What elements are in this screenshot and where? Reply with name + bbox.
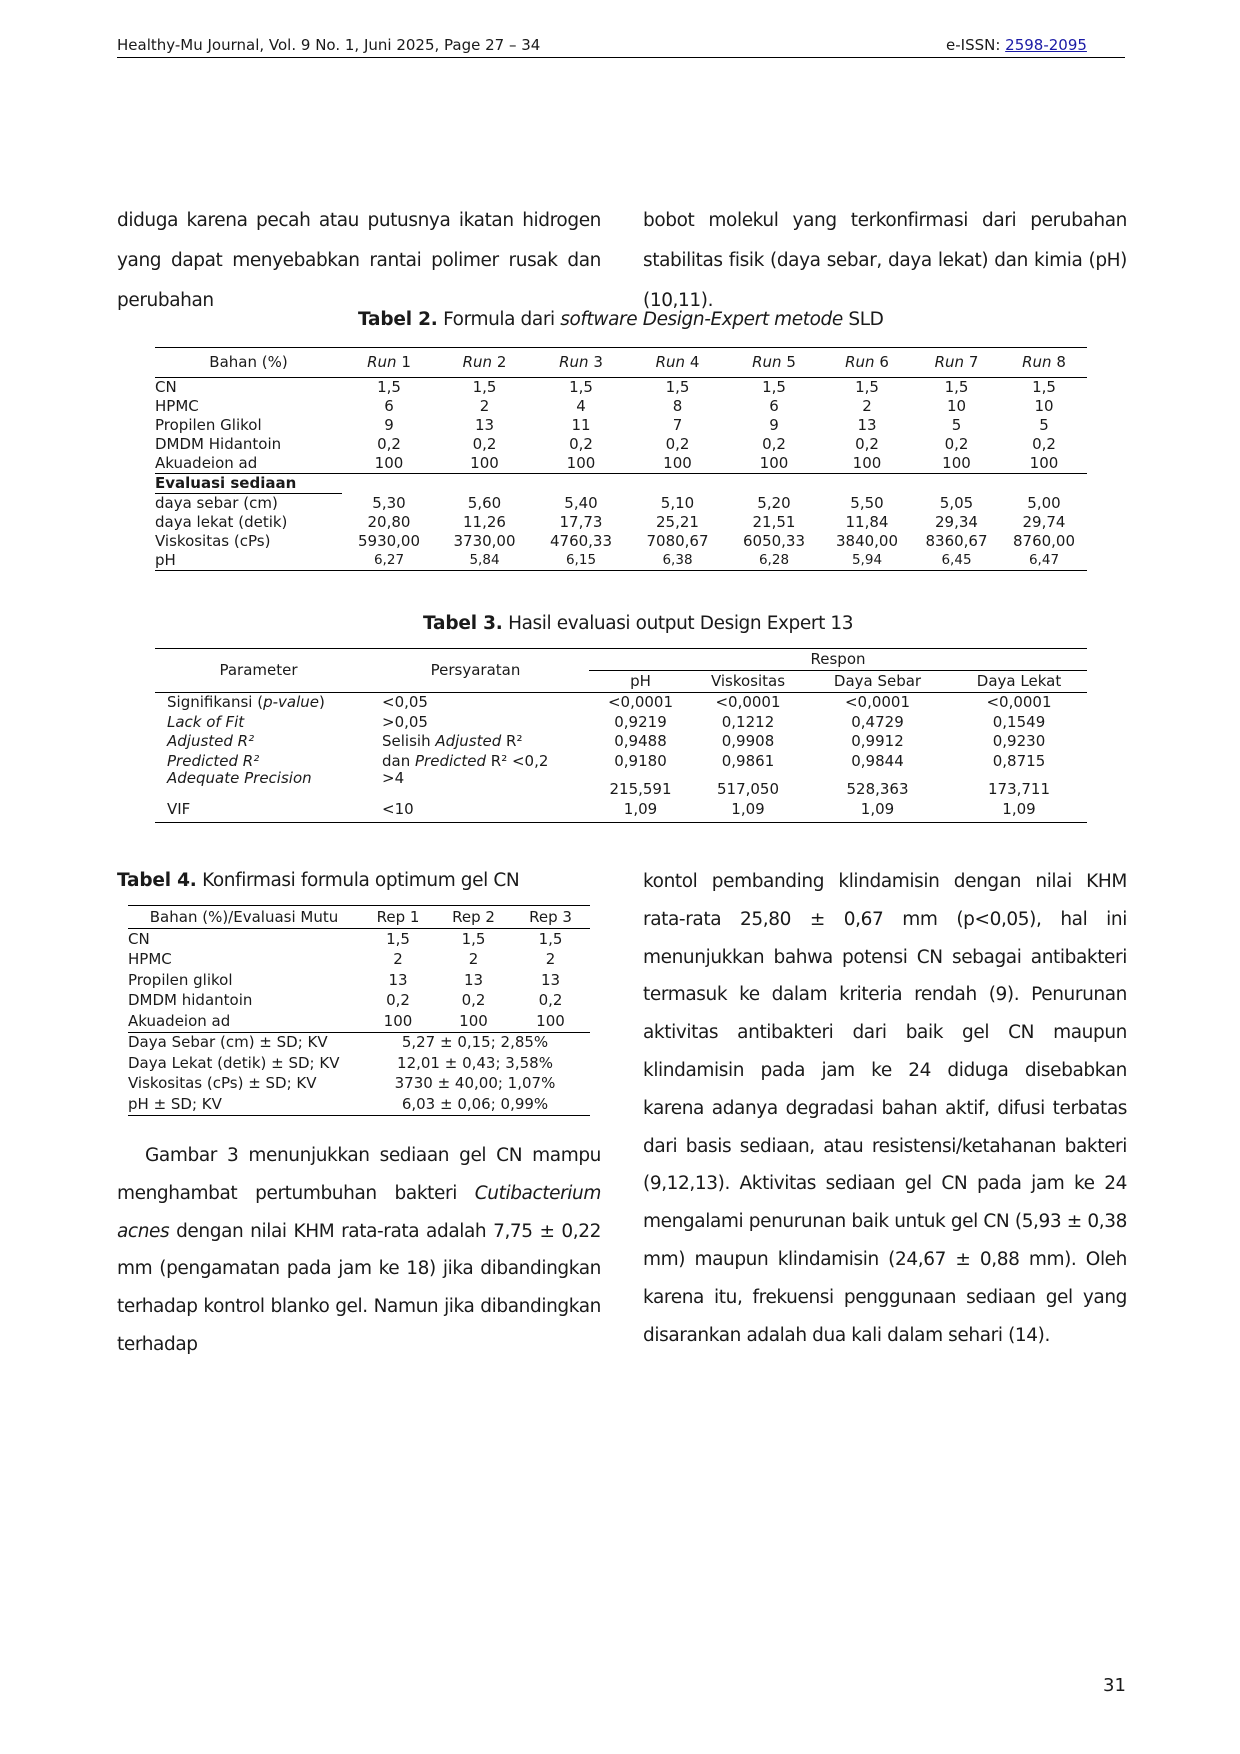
cell: 10 bbox=[1034, 397, 1054, 415]
cell: 1,09 bbox=[804, 797, 951, 822]
requirement: <10 bbox=[362, 797, 589, 822]
cell: 1,5 bbox=[855, 378, 879, 396]
table-row bbox=[155, 732, 1087, 752]
table2-header-row bbox=[155, 348, 1087, 378]
cell: 9 bbox=[769, 416, 779, 434]
table-row bbox=[155, 713, 1087, 733]
cell: 1,5 bbox=[538, 929, 563, 948]
run-num: 6 bbox=[879, 353, 889, 371]
table2-header-run bbox=[822, 348, 912, 378]
run-word: Run bbox=[462, 353, 493, 371]
cell: 5,05 bbox=[939, 493, 974, 512]
cell: 5,50 bbox=[850, 493, 884, 512]
table-row bbox=[155, 532, 1087, 551]
row-label: Daya Lekat (detik) ± SD; KV bbox=[128, 1053, 340, 1072]
cell: 1,5 bbox=[569, 378, 593, 396]
cell: 5 bbox=[951, 416, 962, 434]
run-num: 2 bbox=[496, 353, 507, 371]
table3-header-respon: Respon bbox=[589, 649, 1087, 671]
cell: 1,09 bbox=[692, 797, 804, 822]
cell: 100 bbox=[822, 454, 912, 474]
cell: 1,5 bbox=[944, 378, 969, 396]
table4-label: Tabel 4. bbox=[117, 870, 197, 891]
cell: 29,74 bbox=[1022, 513, 1066, 531]
table-row bbox=[155, 771, 1087, 797]
issn bbox=[946, 36, 1087, 54]
cell: 0,1549 bbox=[992, 712, 1046, 731]
row-label: daya lekat (detik) bbox=[155, 513, 288, 531]
table-row bbox=[128, 1074, 590, 1095]
table2-header-bahan: Bahan (%) bbox=[155, 348, 342, 378]
cell: 100 bbox=[629, 454, 726, 474]
cell: 25,21 bbox=[656, 513, 699, 531]
cell: 2 bbox=[545, 950, 556, 969]
cell: 100 bbox=[726, 454, 822, 474]
cell: 6,28 bbox=[726, 551, 822, 571]
cell: 1,09 bbox=[951, 797, 1087, 822]
cell: 29,34 bbox=[935, 513, 978, 531]
cell: 21,51 bbox=[752, 513, 796, 531]
table3-caption bbox=[423, 613, 853, 634]
cell: 0,9180 bbox=[614, 751, 667, 770]
table2-label: Tabel 2. bbox=[358, 309, 438, 330]
cell: 8760,00 bbox=[1012, 532, 1076, 550]
row-label: VIF bbox=[155, 797, 362, 822]
row-label: Propilen Glikol bbox=[155, 416, 262, 434]
table2-header-run bbox=[342, 348, 436, 378]
text-top-left: diduga karena pecah atau putusnya ikatan hidrogen yang dapat menyebabkan rantai polimer rusak dan perubahan bbox=[117, 210, 601, 311]
label-part: Signifikansi ( bbox=[167, 693, 264, 712]
row-label: Lack of Fit bbox=[167, 712, 245, 731]
cell: 5,30 bbox=[372, 493, 406, 512]
table2-eval-header-row bbox=[155, 474, 1087, 494]
row-label: CN bbox=[128, 929, 150, 948]
table-row bbox=[128, 991, 590, 1012]
table2-eval-label: Evaluasi sediaan bbox=[155, 474, 342, 494]
cell: 7 bbox=[672, 416, 683, 434]
table4 bbox=[128, 905, 590, 1116]
table4-header-rep: Rep 3 bbox=[511, 906, 590, 929]
table2-header-run bbox=[533, 348, 629, 378]
cell: 6 bbox=[384, 397, 394, 415]
table-row bbox=[155, 416, 1087, 435]
requirement: <0,05 bbox=[382, 693, 428, 712]
run-word: Run bbox=[845, 353, 875, 371]
cell: 5,94 bbox=[822, 551, 912, 571]
cell: 5 bbox=[1039, 416, 1049, 434]
table-row bbox=[128, 1032, 590, 1053]
text-part: dengan nilai KHM rata-rata adalah 7,75 ± 0,22 mm (pengamatan pada jam ke 18) jika dibandingkan terhadap kontrol blanko gel. Namun jika dibandingkan terhadap bbox=[117, 1220, 601, 1355]
requirement: >4 bbox=[382, 769, 405, 787]
cell: 6,38 bbox=[629, 551, 726, 571]
cell: 0,9230 bbox=[992, 732, 1046, 751]
table2-caption-text: Formula dari bbox=[437, 309, 561, 330]
run-word: Run bbox=[367, 353, 397, 371]
table-row bbox=[155, 551, 1087, 571]
table-row bbox=[128, 950, 590, 971]
cell: 9 bbox=[384, 416, 394, 434]
row-label: Viskositas (cPs) ± SD; KV bbox=[128, 1074, 317, 1093]
paragraph-bottom-left bbox=[117, 1137, 601, 1364]
cell: 2 bbox=[479, 397, 490, 415]
text-top-right: bobot molekul yang terkonfirmasi dari perubahan stabilitas fisik (daya sebar, daya lekat) dan kimia (pH) (10,11). bbox=[643, 210, 1127, 311]
cell: 0,2 bbox=[569, 435, 593, 453]
cell: 20,80 bbox=[367, 513, 411, 531]
cell: 13 bbox=[474, 416, 495, 434]
run-word: Run bbox=[559, 353, 589, 371]
cell: 0,9219 bbox=[614, 712, 667, 731]
req-part: R² <0,2 bbox=[486, 751, 549, 770]
req-part: R² bbox=[501, 732, 523, 751]
cell: 0,4729 bbox=[851, 712, 904, 731]
cell: 13 bbox=[388, 970, 408, 989]
cell: 528,363 bbox=[846, 780, 909, 798]
cell: 1,5 bbox=[386, 929, 410, 948]
cell: 5930,00 bbox=[357, 532, 421, 550]
row-label: pH bbox=[155, 551, 342, 571]
row-label: HPMC bbox=[128, 950, 172, 969]
table-row bbox=[128, 929, 590, 950]
species-name: Cutibacterium acnes bbox=[117, 1182, 601, 1242]
run-num: 5 bbox=[786, 353, 796, 371]
table3-col-header: Daya Lekat bbox=[951, 671, 1087, 693]
cell: 5,10 bbox=[660, 493, 695, 512]
cell: 6,47 bbox=[1001, 551, 1087, 571]
row-label: CN bbox=[155, 378, 177, 396]
issn-link[interactable]: 2598-2095 bbox=[1005, 36, 1087, 54]
table2 bbox=[155, 347, 1087, 571]
cell: 0,9844 bbox=[851, 751, 904, 770]
cell: <0,0001 bbox=[607, 693, 674, 712]
cell: 6 bbox=[769, 397, 779, 415]
cell: 0,1212 bbox=[721, 712, 775, 731]
row-label: Akuadeion ad bbox=[155, 454, 342, 474]
issn-label: e-ISSN: bbox=[946, 36, 1006, 54]
run-num: 8 bbox=[1056, 353, 1066, 371]
row-label: Adjusted R² bbox=[167, 732, 255, 751]
run-word: Run bbox=[934, 353, 965, 371]
label-em: p-value bbox=[263, 693, 319, 712]
cell: 5,60 bbox=[467, 493, 502, 512]
table-row bbox=[155, 435, 1087, 454]
cell: 8360,67 bbox=[925, 532, 988, 550]
table2-caption bbox=[358, 309, 883, 330]
table-row bbox=[128, 1011, 590, 1032]
cell: 6,15 bbox=[533, 551, 629, 571]
journal-header: Healthy-Mu Journal, Vol. 9 No. 1, Juni 2025, Page 27 – 34 bbox=[117, 36, 541, 54]
row-label: daya sebar (cm) bbox=[155, 494, 278, 512]
row-label: Viskositas (cPs) bbox=[155, 532, 271, 550]
cell: 5,40 bbox=[564, 493, 598, 512]
cell: 0,2 bbox=[538, 991, 563, 1010]
cell: 0,2 bbox=[855, 435, 879, 453]
cell: 0,9488 bbox=[614, 732, 667, 751]
cell: 173,711 bbox=[987, 780, 1051, 798]
text-part: Gambar 3 menunjukkan sediaan gel CN mampu menghambat pertumbuhan bakteri bbox=[117, 1145, 601, 1204]
cell: 13 bbox=[540, 970, 561, 989]
cell: 1,09 bbox=[589, 797, 692, 822]
run-num: 7 bbox=[968, 353, 979, 371]
table4-header-rep: Rep 2 bbox=[436, 906, 511, 929]
run-word: Run bbox=[1022, 353, 1052, 371]
cell: 1,5 bbox=[762, 378, 786, 396]
cell: 2 bbox=[862, 397, 872, 415]
cell: 5,00 bbox=[1027, 493, 1061, 512]
cell: 215,591 bbox=[609, 780, 672, 798]
cell: 7080,67 bbox=[646, 532, 709, 550]
cell: 13 bbox=[463, 970, 484, 989]
table-row bbox=[155, 397, 1087, 416]
cell: 1,5 bbox=[472, 378, 497, 396]
cell: 0,2 bbox=[944, 435, 969, 453]
label-part: ) bbox=[318, 693, 325, 712]
paragraph-right-column bbox=[643, 863, 1127, 1354]
cell: 6,03 ± 0,06; 0,99% bbox=[360, 1094, 590, 1115]
cell: 11,26 bbox=[463, 513, 506, 531]
run-num: 3 bbox=[593, 353, 603, 371]
table3-header-parameter: Parameter bbox=[155, 649, 362, 693]
table-row bbox=[155, 693, 1087, 713]
cell: 8 bbox=[672, 397, 683, 415]
table3-caption-text: Hasil evaluasi output Design Expert 13 bbox=[502, 613, 854, 634]
cell: 100 bbox=[342, 454, 436, 474]
cell: 517,050 bbox=[716, 780, 780, 798]
requirement bbox=[362, 732, 589, 752]
text-bottom-left bbox=[117, 1137, 601, 1364]
row-label: Daya Sebar (cm) ± SD; KV bbox=[128, 1033, 328, 1052]
cell: 100 bbox=[436, 1011, 511, 1032]
cell: <0,0001 bbox=[986, 693, 1052, 712]
table2-header-run bbox=[726, 348, 822, 378]
table4-caption bbox=[117, 870, 519, 891]
cell: 0,8715 bbox=[992, 751, 1046, 770]
table3 bbox=[155, 648, 1087, 823]
cell: 0,9908 bbox=[721, 732, 775, 751]
cell: 100 bbox=[511, 1011, 590, 1032]
row-label: Akuadeion ad bbox=[128, 1011, 360, 1032]
req-em: Adjusted bbox=[435, 732, 502, 751]
cell: 100 bbox=[1001, 454, 1087, 474]
table2-header-run bbox=[436, 348, 533, 378]
row-label: Adequate Precision bbox=[167, 769, 312, 787]
req-part: dan bbox=[382, 751, 415, 770]
cell: 100 bbox=[912, 454, 1001, 474]
cell: 6,45 bbox=[912, 551, 1001, 571]
table-row bbox=[155, 494, 1087, 514]
table3-header-persyaratan: Persyaratan bbox=[362, 649, 589, 693]
table3-col-header: pH bbox=[589, 671, 692, 693]
cell: 17,73 bbox=[559, 513, 603, 531]
cell: 1,5 bbox=[461, 929, 486, 948]
cell: 11,84 bbox=[845, 513, 889, 531]
empty-cell bbox=[342, 474, 1087, 494]
table2-header-run bbox=[1001, 348, 1087, 378]
cell: 3840,00 bbox=[835, 532, 899, 550]
cell: 0,2 bbox=[386, 991, 410, 1010]
header-rule bbox=[117, 57, 1125, 58]
table-row bbox=[128, 1053, 590, 1074]
cell: 4 bbox=[576, 397, 586, 415]
table3-header-row bbox=[155, 649, 1087, 671]
table-row bbox=[128, 970, 590, 991]
run-num: 1 bbox=[401, 353, 411, 371]
row-label bbox=[155, 693, 362, 713]
cell: 0,2 bbox=[1032, 435, 1056, 453]
paragraph-top-left bbox=[117, 201, 601, 321]
cell: <0,0001 bbox=[715, 693, 781, 712]
cell: 0,2 bbox=[377, 435, 401, 453]
row-label: Predicted R² bbox=[167, 751, 260, 770]
table-row bbox=[155, 378, 1087, 398]
cell: 5,20 bbox=[757, 493, 791, 512]
table4-header-bahan: Bahan (%)/Evaluasi Mutu bbox=[128, 906, 360, 929]
run-num: 4 bbox=[689, 353, 700, 371]
text-right-column: kontol pembanding klindamisin dengan nilai KHM rata-rata 25,80 ± 0,67 mm (p<0,05), hal ini menunjukkan bahwa potensi CN sebagai antibakteri termasuk ke dalam kriteria rendah (9). Penurunan aktivitas antibakteri dari baik gel CN maupun klindamisin pada jam ke 24 diduga disebabkan karena adanya degradasi bahan aktif, difusi terbatas dari basis sediaan, atau resistensi/ketahanan bakteri (9,12,13). Aktivitas sediaan gel CN pada jam ke 24 mengalami penurunan baik untuk gel CN (5,93 ± 0,38 mm) maupun klindamisin (24,67 ± 0,88 mm). Oleh karena itu, frekuensi penggunaan sediaan gel yang disarankan adalah dua kali dalam sehari (14). bbox=[643, 871, 1127, 1346]
table-row bbox=[155, 797, 1087, 822]
cell: 1,5 bbox=[665, 378, 690, 396]
table2-header-run bbox=[912, 348, 1001, 378]
cell: 0,9912 bbox=[851, 732, 904, 751]
cell: 6,27 bbox=[342, 551, 436, 571]
row-label: DMDM hidantoin bbox=[128, 991, 253, 1010]
table3-col-header: Daya Sebar bbox=[804, 671, 951, 693]
cell: 3730 ± 40,00; 1,07% bbox=[394, 1074, 556, 1093]
table2-caption-tail: SLD bbox=[842, 309, 884, 330]
cell: 100 bbox=[533, 454, 629, 474]
cell: 13 bbox=[857, 416, 877, 434]
cell: 12,01 ± 0,43; 3,58% bbox=[397, 1053, 553, 1072]
table4-header-rep: Rep 1 bbox=[360, 906, 436, 929]
cell: 100 bbox=[360, 1011, 436, 1032]
run-word: Run bbox=[752, 353, 782, 371]
page-number: 31 bbox=[1103, 1675, 1126, 1696]
cell: 5,84 bbox=[436, 551, 533, 571]
cell: 2 bbox=[468, 950, 479, 969]
cell: <0,0001 bbox=[844, 693, 911, 712]
table4-header-row bbox=[128, 906, 590, 929]
run-word: Run bbox=[655, 353, 686, 371]
cell: 100 bbox=[436, 454, 533, 474]
row-label: HPMC bbox=[155, 397, 199, 415]
cell: 0,2 bbox=[665, 435, 690, 453]
cell: 0,2 bbox=[461, 991, 486, 1010]
cell: 0,2 bbox=[472, 435, 497, 453]
cell: 1,5 bbox=[377, 378, 401, 396]
cell: 1,5 bbox=[1032, 378, 1056, 396]
table-row bbox=[155, 513, 1087, 532]
table2-header-run bbox=[629, 348, 726, 378]
table4-caption-text: Konfirmasi formula optimum gel CN bbox=[196, 870, 520, 891]
cell: 11 bbox=[571, 416, 591, 434]
table-row bbox=[128, 1094, 590, 1115]
row-label: pH ± SD; KV bbox=[128, 1094, 360, 1115]
req-part: Selisih bbox=[382, 732, 436, 751]
cell: 6050,33 bbox=[742, 532, 806, 550]
paragraph-top-right bbox=[643, 201, 1127, 321]
cell: 4760,33 bbox=[549, 532, 613, 550]
cell: 2 bbox=[393, 950, 403, 969]
cell: 10 bbox=[946, 397, 967, 415]
table3-col-header: Viskositas bbox=[692, 671, 804, 693]
row-label: DMDM Hidantoin bbox=[155, 435, 282, 453]
table-row bbox=[155, 454, 1087, 474]
cell: 0,2 bbox=[762, 435, 786, 453]
requirement: >0,05 bbox=[382, 712, 428, 731]
cell: 0,9861 bbox=[721, 751, 775, 770]
req-em: Predicted bbox=[415, 751, 487, 770]
table2-caption-em: software Design-Expert metode bbox=[560, 309, 843, 330]
table3-label: Tabel 3. bbox=[423, 613, 503, 634]
cell: 3730,00 bbox=[453, 532, 516, 550]
row-label: Propilen glikol bbox=[128, 970, 233, 989]
cell: 5,27 ± 0,15; 2,85% bbox=[401, 1033, 549, 1052]
